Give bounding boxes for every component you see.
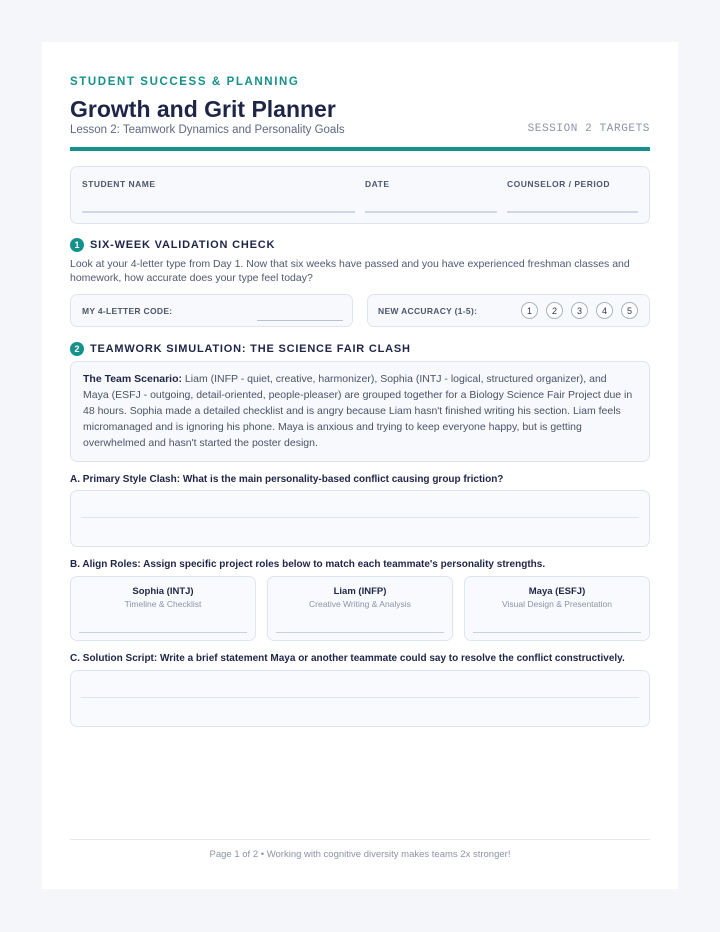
scenario-text-block [83, 371, 635, 451]
section-2-title: TEAMWORK SIMULATION: THE SCIENCE FAIR CLASH [90, 343, 411, 355]
footer-divider [70, 839, 650, 840]
role-answer-line[interactable] [473, 632, 641, 633]
page-subtitle: Lesson 2: Teamwork Dynamics and Personality Goals [70, 124, 345, 136]
question-b: B. Align Roles: Assign specific project roles below to match each teammate's personality strengths. [70, 559, 546, 570]
section-number-badge: 1 [70, 238, 84, 252]
counselor-label: COUNSELOR / PERIOD [507, 179, 610, 189]
role-description: Visual Design & Presentation [502, 599, 612, 609]
answer-line [81, 517, 639, 518]
section-1-prompt: Look at your 4-letter type from Day 1. Now that six weeks have passed and you have experienced freshman classes and homework, how accurate does your type feel today? [70, 258, 630, 284]
rating-option-3[interactable]: 3 [571, 302, 588, 319]
role-answer-line[interactable] [79, 632, 247, 633]
date-label: DATE [365, 179, 390, 189]
answer-line [81, 697, 639, 698]
role-name: Sophia (INTJ) [132, 586, 194, 597]
header-kicker: STUDENT SUCCESS & PLANNING [70, 76, 300, 88]
scenario-card [70, 361, 650, 462]
role-name: Liam (INFP) [333, 586, 387, 597]
rating-option-5[interactable]: 5 [621, 302, 638, 319]
student-name-label: STUDENT NAME [82, 179, 156, 189]
role-description: Creative Writing & Analysis [309, 599, 411, 609]
code-label: MY 4-LETTER CODE: [82, 306, 173, 316]
section-2-header [70, 342, 411, 356]
page-title: Growth and Grit Planner [70, 96, 336, 122]
student-name-field[interactable] [82, 211, 355, 213]
answer-c-box[interactable] [70, 670, 650, 727]
scenario-text: Liam (INFP - quiet, creative, harmonizer), Sophia (INTJ - logical, structured organizer), and Maya (ESFJ - outgoing, detail-oriented, people-pleaser) are grouped together for a Biology Science Fair Project due in 48 hours. Sophia made a detailed checklist and is angry because Liam hasn't finished writing his section. Liam feels micromanaged and is ignoring his phone. Maya is anxious and trying to keep everyone happy, but is getting overwhelmed and hasn't started the poster design. [83, 373, 633, 449]
code-card [70, 294, 353, 327]
scenario-label: The Team Scenario: [83, 373, 183, 385]
section-number-badge: 2 [70, 342, 84, 356]
session-label: SESSION 2 TARGETS [527, 123, 650, 135]
role-answer-line[interactable] [276, 632, 444, 633]
rating-option-4[interactable]: 4 [596, 302, 613, 319]
section-1-header [70, 238, 275, 252]
rating-option-1[interactable]: 1 [521, 302, 538, 319]
header-divider [70, 147, 650, 151]
role-name: Maya (ESFJ) [528, 586, 586, 597]
question-a: A. Primary Style Clash: What is the main personality-based conflict causing group friction? [70, 474, 504, 485]
worksheet-page [42, 42, 678, 889]
date-field[interactable] [365, 211, 497, 213]
student-info-card [70, 166, 650, 224]
answer-a-box[interactable] [70, 490, 650, 547]
accuracy-label: NEW ACCURACY (1-5): [378, 306, 478, 316]
section-1-title: SIX-WEEK VALIDATION CHECK [90, 239, 276, 251]
code-field[interactable] [257, 320, 343, 321]
accuracy-card [367, 294, 650, 327]
role-card-liam [267, 576, 453, 641]
role-description: Timeline & Checklist [124, 599, 202, 609]
counselor-field[interactable] [507, 211, 638, 213]
question-c: C. Solution Script: Write a brief statement Maya or another teammate could say to resolve the conflict constructively. [70, 653, 625, 664]
rating-option-2[interactable]: 2 [546, 302, 563, 319]
role-card-sophia [70, 576, 256, 641]
role-card-maya [464, 576, 650, 641]
page-footer: Page 1 of 2 • Working with cognitive diversity makes teams 2x stronger! [209, 849, 511, 860]
